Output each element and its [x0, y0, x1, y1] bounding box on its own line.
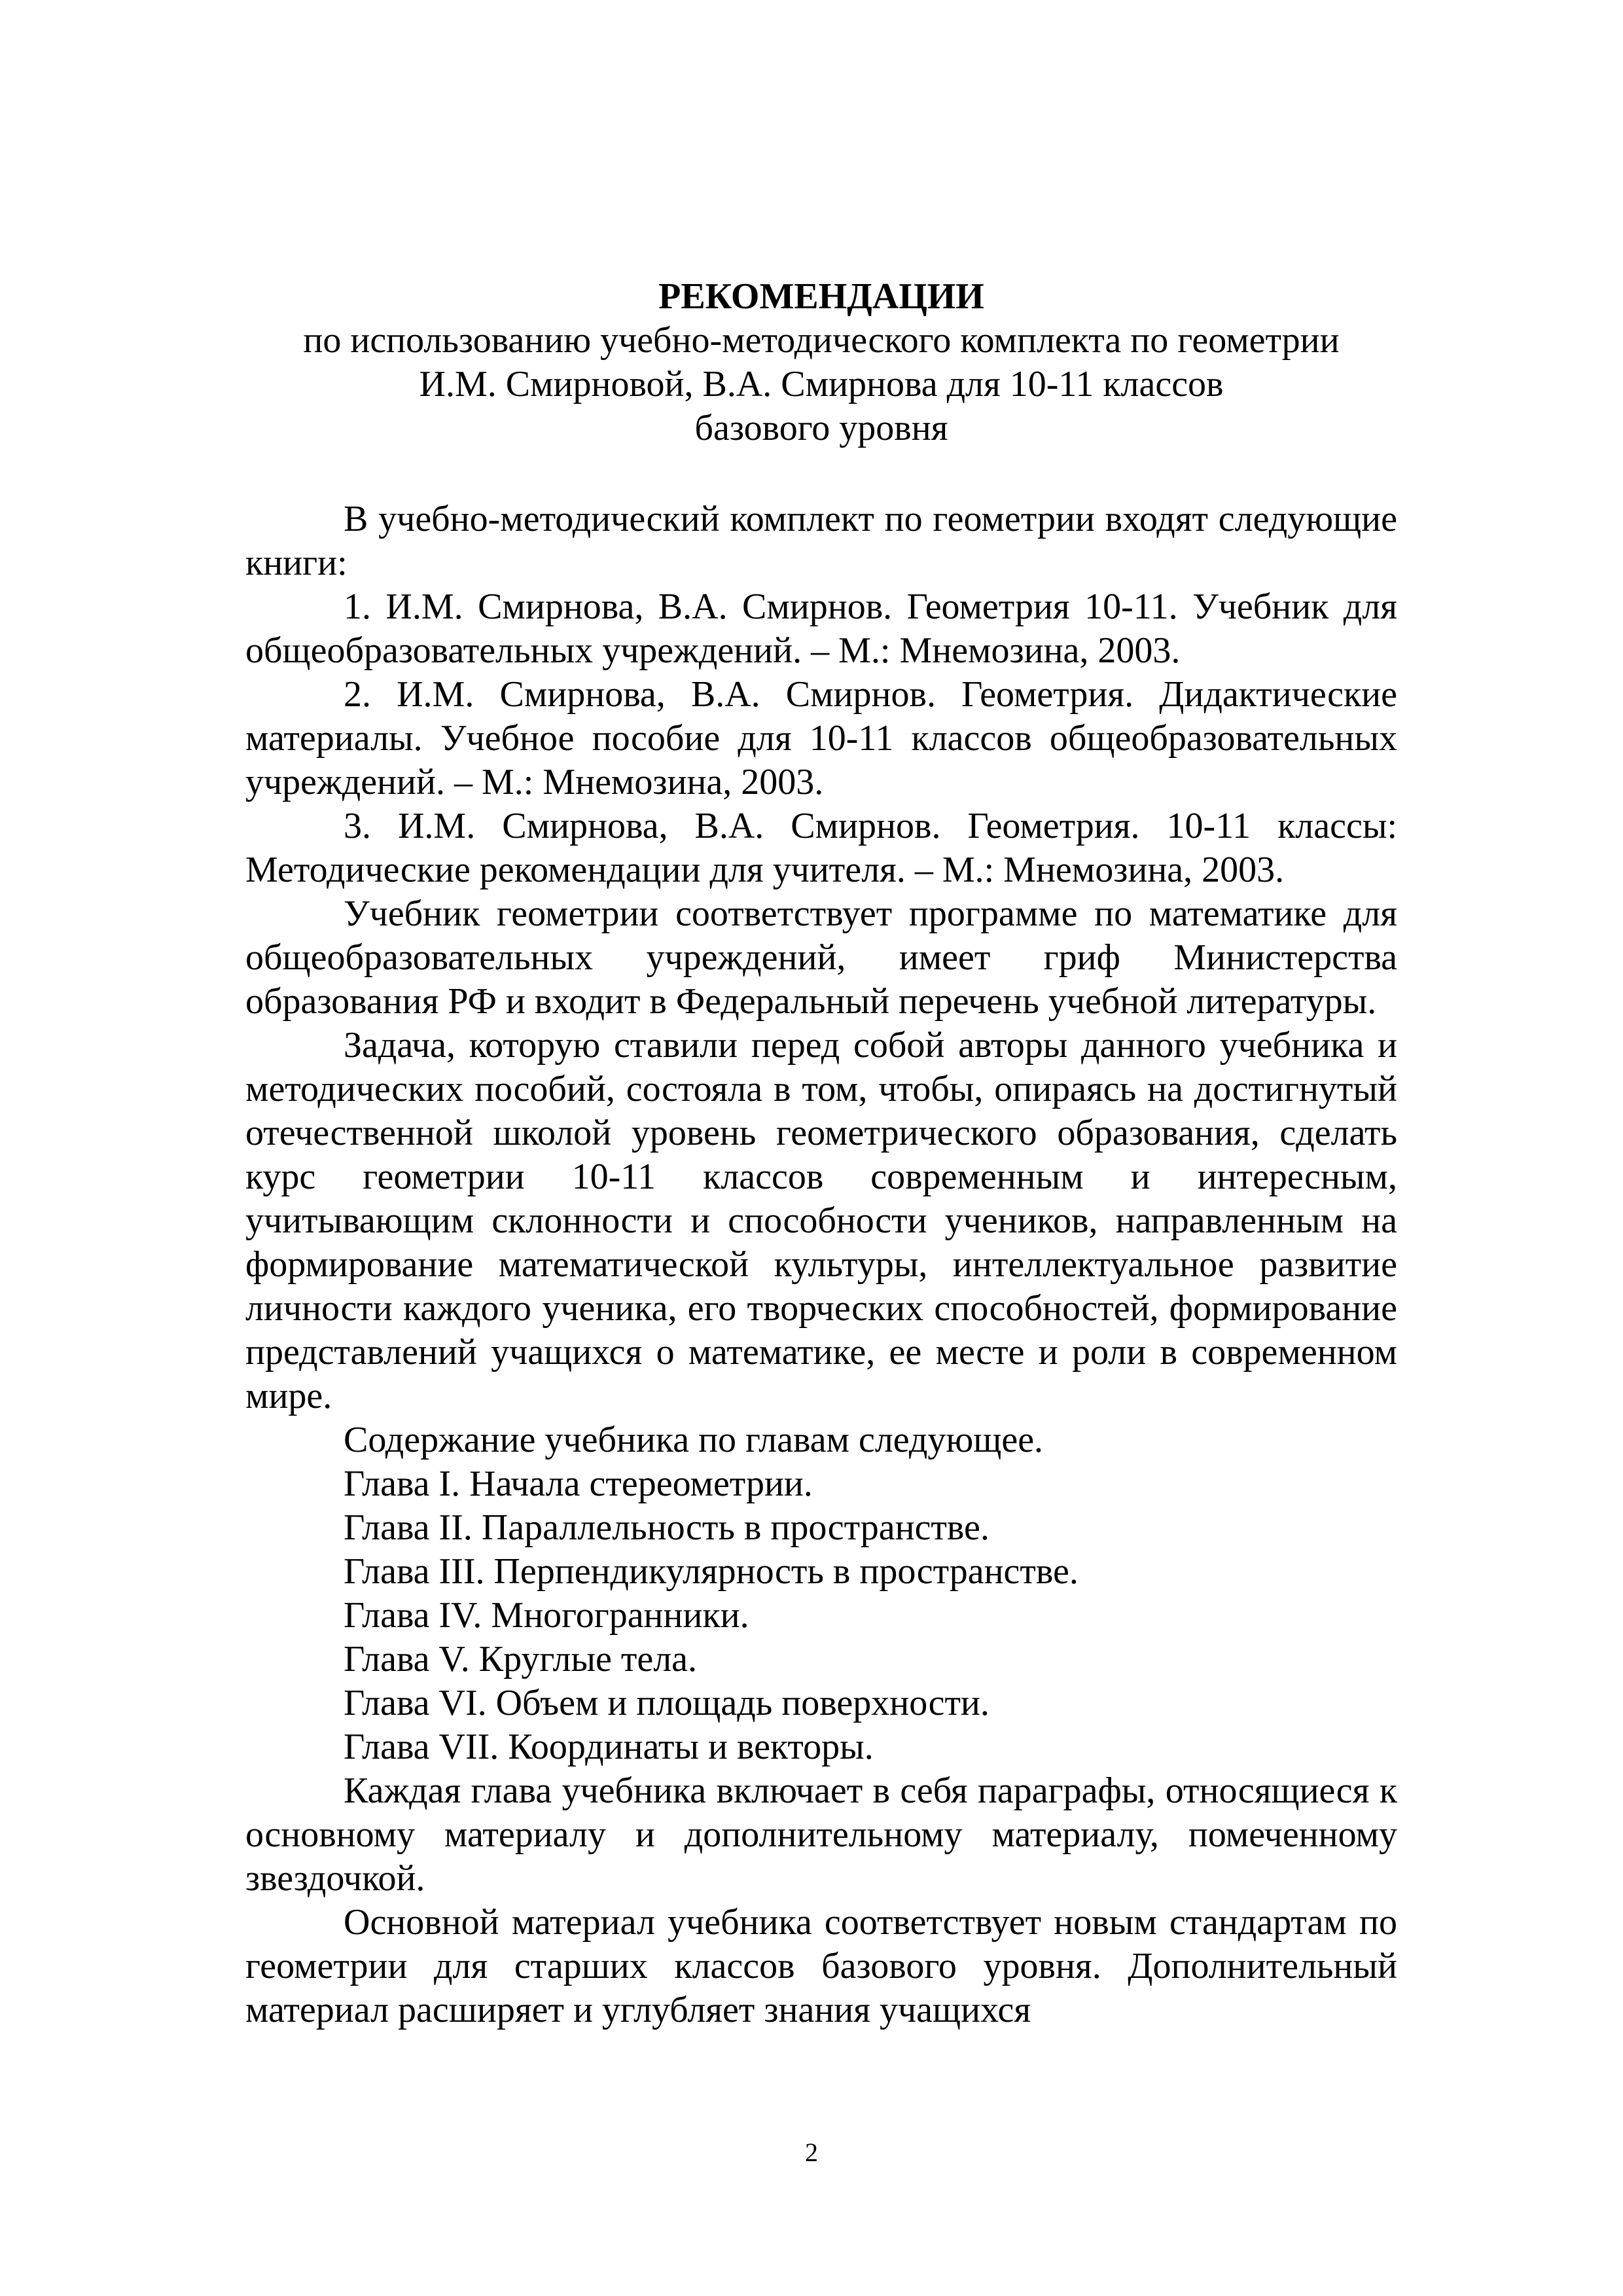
page-number: 2	[805, 2138, 818, 2167]
list-item-book-1: 1. И.М. Смирнова, В.А. Смирнов. Геометрия 10-11. Учебник для общеобразовательных учреждений. – М.: Мнемозина, 2003.	[245, 586, 1397, 671]
document-body	[245, 497, 1397, 2032]
chapter-item-4: Глава IV. Многогранники.	[344, 1595, 749, 1636]
chapter-item-7: Глава VII. Координаты и векторы.	[344, 1727, 874, 1767]
document-title: РЕКОМЕНДАЦИИ	[658, 276, 984, 317]
list-item-book-2: 2. И.М. Смирнова, В.А. Смирнов. Геометрия. Дидактические материалы. Учебное пособие для 10-11 классов общеобразовательных учреждений. – М.: Мнемозина, 2003.	[245, 674, 1397, 802]
chapter-item-2: Глава II. Параллельность в пространстве.	[344, 1507, 990, 1548]
paragraph-authors-goal: Задача, которую ставили перед собой авторы данного учебника и методических пособий, состояла в том, чтобы, опираясь на достигнутый отечественной школой уровень геометрического образования, сделать курс геометрии 10-11 классов современным и интересным, учитывающим склонности и способности учеников, направленным на формирование математической культуры, интеллектуальное развитие личности каждого ученика, его творческих способностей, формирование представлений учащихся о математике, ее месте и роли в современном мире.	[245, 1025, 1397, 1416]
chapter-item-3: Глава III. Перпендикулярность в пространстве.	[344, 1551, 1079, 1592]
chapter-item-5: Глава V. Круглые тела.	[344, 1639, 698, 1679]
paragraph-intro: В учебно-методический комплект по геометрии входят следующие книги:	[245, 499, 1397, 583]
subtitle-line-2: И.М. Смирновой, В.А. Смирнова для 10-11 классов	[419, 364, 1224, 404]
list-item-book-3: 3. И.М. Смирнова, В.А. Смирнов. Геометрия. 10-11 классы: Методические рекомендации для учителя. – М.: Мнемозина, 2003.	[245, 806, 1397, 890]
subtitle-line-3: базового уровня	[694, 408, 948, 448]
document-header	[245, 275, 1397, 450]
subtitle-line-1: по использованию учебно-методического комплекта по геометрии	[303, 320, 1340, 361]
paragraph-chapter-structure: Каждая глава учебника включает в себя параграфы, относящиеся к основному материалу и дополнительному материалу, помеченному звездочкой.	[245, 1770, 1397, 1899]
chapter-item-1: Глава I. Начала стереометрии.	[344, 1463, 813, 1504]
chapter-item-6: Глава VI. Объем и площадь поверхности.	[344, 1683, 990, 1723]
paragraph-basic-material: Основной материал учебника соответствует новым стандартам по геометрии для старших классов базового уровня. Дополнительный материал расширяет и углубляет знания учащихся	[245, 1902, 1397, 2030]
paragraph-contents-intro: Содержание учебника по главам следующее.	[344, 1420, 1044, 1460]
paragraph-textbook-status: Учебник геометрии соответствует программе по математике для общеобразовательных учреждений, имеет гриф Министерства образования РФ и входит в Федеральный перечень учебной литературы.	[245, 893, 1397, 1022]
